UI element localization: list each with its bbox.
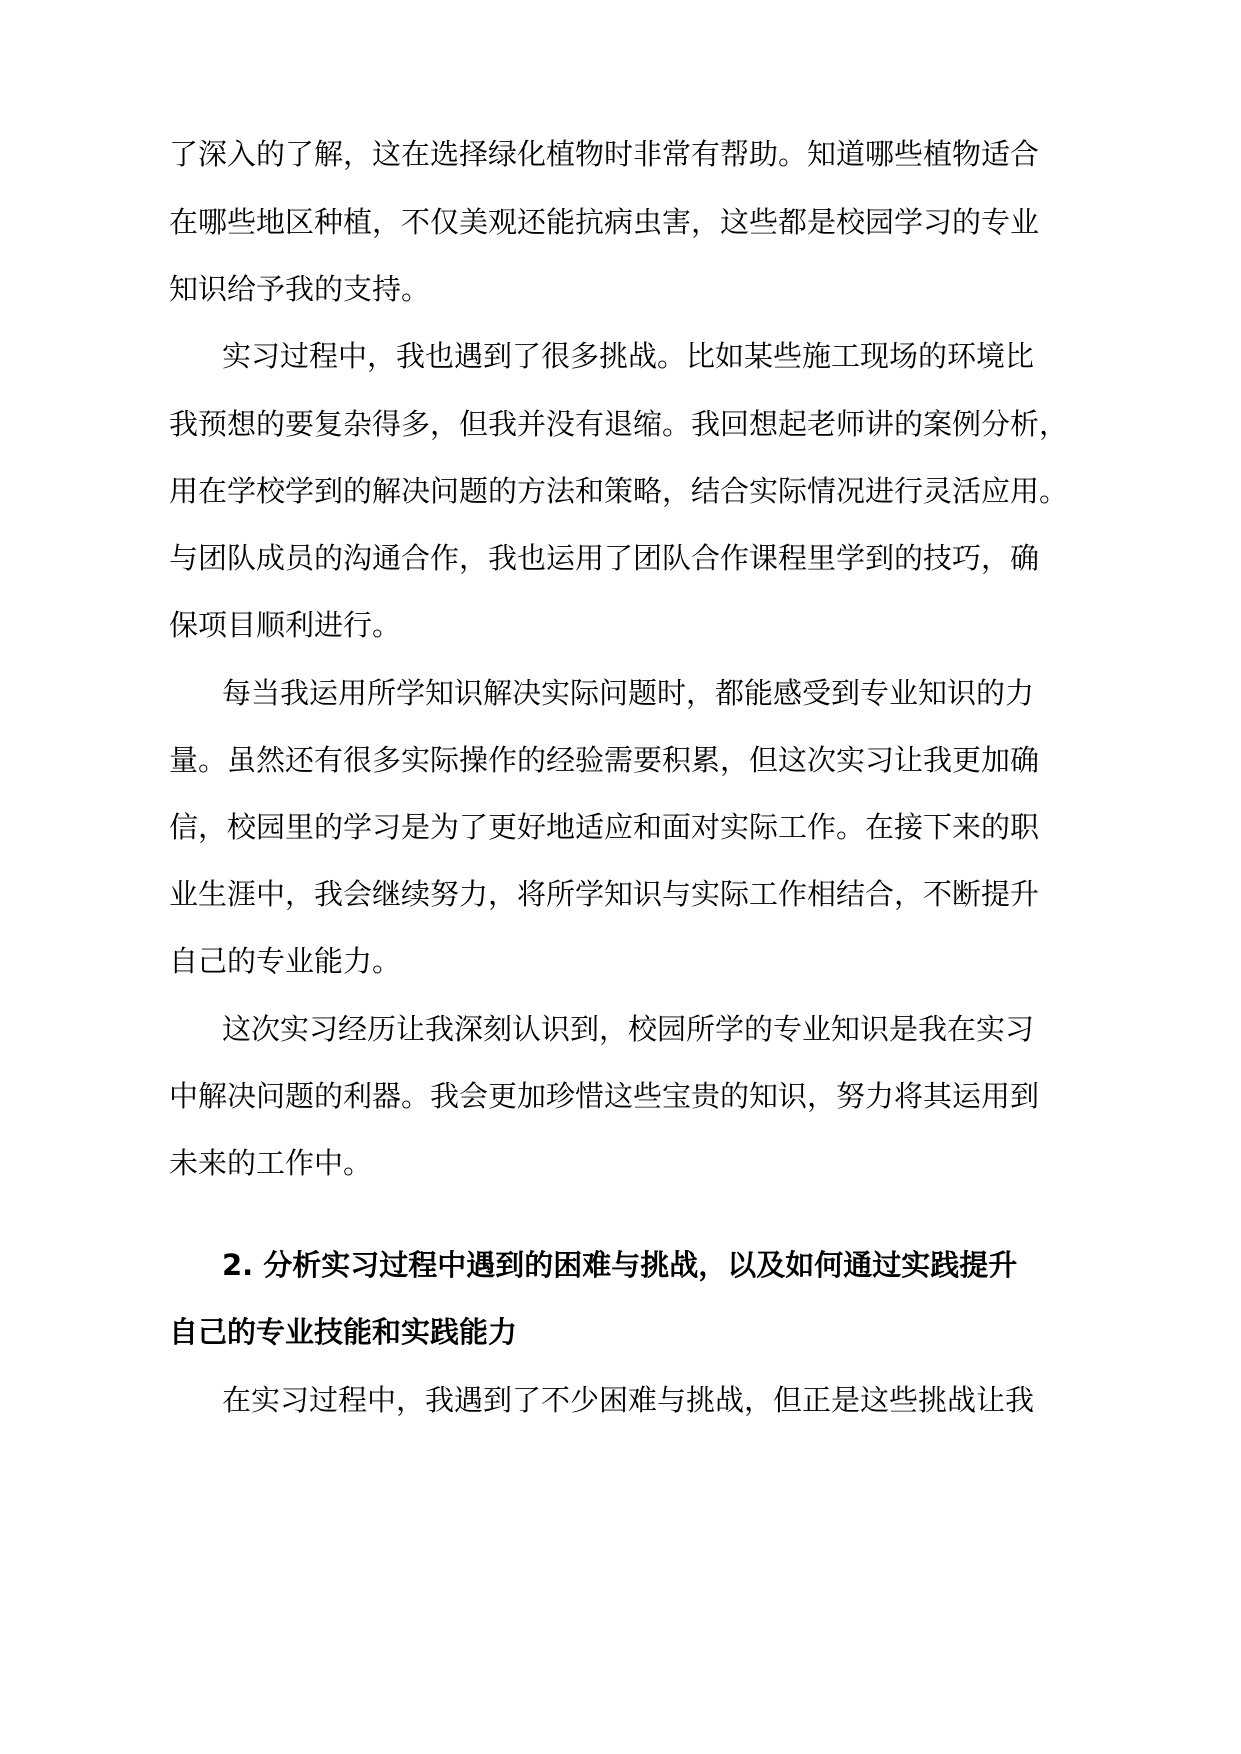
body-text: 了深入的了解，这在选择绿化植物时非常有帮助。知道哪些植物适合 在哪些地区种植，不仅美观还能抗病虫害，这些都是校园学习的专业 知识给予我的支持。 实习过程中，我也遇到了很多挑战。比如某些施工现场的环境比 我预想的要复杂得多，但我并没有退缩。我回想起老师讲的案例分析， 用在学校学到的解决问题的方法和策略，结合实际情况进行灵活应用。 与团队成员的沟通合作，我也运用了团队合作课程里学到的技巧，确 保项目顺利进行。 每当我运用所学知识解决实际问题时，都能感受到专业知识的力 量。虽然还有很多实际操作的经验需要积累，但这次实习让我更加确 信，校园里的学习是为了更好地适应和面对实际工作。在接下来的职 业生涯中，我会继续努力，将所学知识与实际工作相结合，不断提升 自己的专业能力。 这次实习经历让我深刻认识到，校园所学的专业知识是我在实习 中解决问题的利器。我会更加珍惜这些宝贵的知识，努力将其运用到 未来的工作中。 2. 分析实习过程中遇到的困难与挑战，以及如何通过实践提升 自己的专业技能和实践能力 在实习过程中，我遇到了不少困难与挑战，但正是这些挑战让我 [169, 137, 1069, 1417]
